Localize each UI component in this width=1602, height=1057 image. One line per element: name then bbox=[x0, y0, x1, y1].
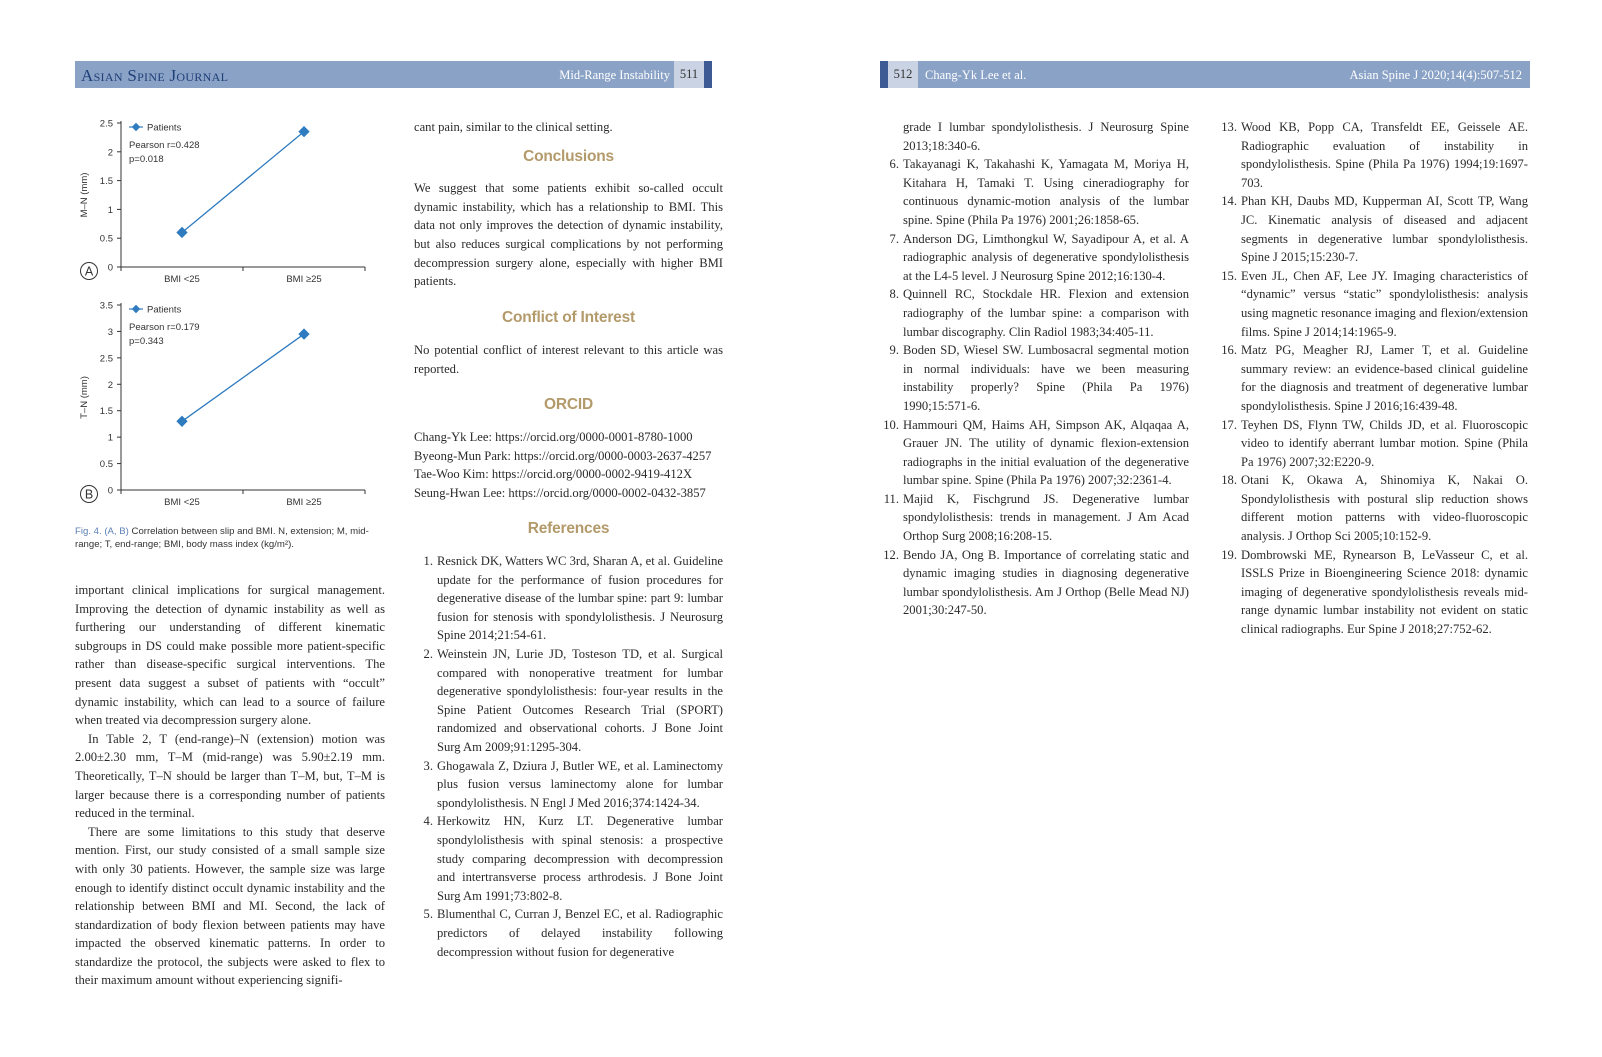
reference-number: 13. bbox=[1221, 120, 1237, 134]
reference-item bbox=[880, 416, 1189, 490]
reference-text: Boden SD, Wiesel SW. Lumbosacral segmental motion in normal individuals: have we been measuring instability properly? Spine (Phila Pa 1976) 1990;15:571-6. bbox=[903, 343, 1189, 413]
reference-item bbox=[1218, 192, 1528, 266]
correlation-annotation: p=0.343 bbox=[129, 336, 164, 347]
reference-list bbox=[1218, 118, 1528, 639]
legend-marker bbox=[132, 123, 140, 131]
y-tick-label: 1 bbox=[107, 204, 113, 216]
reference-number: 12. bbox=[883, 547, 899, 562]
reference-text: Even JL, Chen AF, Lee JY. Imaging characteristics of “dynamic” versus “static” spondylolisthesis: analysis using magnetic resonance imaging and flexion/extension films. Spine J 2014;14:1965-9. bbox=[1241, 268, 1528, 339]
reference-number: 9. bbox=[889, 343, 899, 358]
reference-item bbox=[880, 285, 1189, 341]
reference-number: 3. bbox=[423, 758, 433, 773]
y-tick-label: 0 bbox=[107, 262, 113, 274]
reference-item bbox=[1218, 416, 1528, 472]
reference-number: 17. bbox=[1221, 417, 1237, 432]
conflict-of-interest-text: No potential conflict of interest relevant to this article was reported. bbox=[414, 343, 723, 376]
reference-item bbox=[1218, 471, 1528, 545]
correlation-annotation: Pearson r=0.179 bbox=[129, 322, 200, 333]
reference-text: Blumenthal C, Curran J, Benzel EC, et al. Radiographic predictors of delayed instability following decompression without fusion for degenerative bbox=[437, 907, 723, 959]
reference-number: 16. bbox=[1221, 343, 1237, 358]
reference-item bbox=[880, 118, 1189, 155]
reference-text: Resnick DK, Watters WC 3rd, Sharan A, et al. Guideline update for the performance of fusion procedures for degenerative disease of the lumbar spine: part 9: lumbar fusion for stenosis with spondylolisthesis. J Neurosurg Spine 2014;21:54-61. bbox=[437, 554, 723, 643]
figure-4-charts bbox=[75, 115, 395, 523]
reference-text: Bendo JA, Ong B. Importance of correlating static and dynamic imaging studies in diagnosing degenerative lumbar spondylolisthesis. Am J Orthop (Belle Mead NJ) 2001;30:247-50. bbox=[903, 547, 1189, 618]
panel-label: A bbox=[84, 264, 94, 279]
reference-text: Takayanagi K, Takahashi K, Yamagata M, Moriya H, Kitahara H, Tamaki T. Using cineradiography for continuous dynamic-motion analysis of the lumbar spine. Spine (Phila Pa 1976) 2001;26:1858-65. bbox=[903, 157, 1189, 227]
reference-text: Herkowitz HN, Kurz LT. Degenerative lumbar spondylolisthesis with spinal stenosis: a prospective study comparing decompression with decompression and intertransverse process arthrodesis. J Bone Joint Surg Am 1991;73:802-8. bbox=[437, 814, 723, 903]
reference-item bbox=[414, 905, 723, 961]
header-accent-left bbox=[704, 61, 712, 88]
reference-item bbox=[414, 552, 723, 645]
orcid-entry: Tae-Woo Kim: https://orcid.org/0000-0002-9419-412X bbox=[414, 467, 693, 482]
x-tick-label: BMI <25 bbox=[164, 497, 200, 508]
conclusions-text: We suggest that some patients exhibit so-called occult dynamic instability, which has a relationship to BMI. This data not only improves the detection of dynamic instability, but also reduces surgical complications by not performing decompression surgery alone, especially with higher BMI patients. bbox=[414, 181, 723, 289]
journal-name: Asian Spine Journal bbox=[81, 66, 229, 85]
journal-citation: Asian Spine J 2020;14(4):507-512 bbox=[1349, 68, 1522, 82]
reference-item bbox=[880, 230, 1189, 286]
figure-caption bbox=[75, 525, 395, 551]
paragraph: In Table 2, T (end-range)–N (extension) motion was 2.00±2.30 mm, T–M (mid-range) was 5.90±2.19 mm. Theoretically, T–N should be larger than T–M, but, T–M is larger because there is a corresponding number of patients reduced in the terminal. bbox=[75, 731, 385, 821]
reference-text: Otani K, Okawa A, Shinomiya K, Nakai O. Spondylolisthesis with postural slip reduction shows different motion patterns with video-fluoroscopic analysis. J Orthop Sci 2005;10:152-9. bbox=[1241, 473, 1528, 544]
reference-item bbox=[1218, 341, 1528, 415]
orcid-entry: Seung-Hwan Lee: https://orcid.org/0000-0002-0432-3857 bbox=[414, 485, 706, 500]
reference-text: Hammouri QM, Haims AH, Simpson AK, Alqaqaa A, Grauer JN. The utility of dynamic flexion-extension radiographs in the initial evaluation of the degenerative lumbar spine. Spine (Phila Pa 1976) 2007;32:2361-4. bbox=[903, 417, 1189, 488]
x-tick-label: BMI <25 bbox=[164, 274, 200, 285]
y-tick-label: 0.5 bbox=[99, 233, 113, 245]
reference-number: 19. bbox=[1221, 547, 1237, 562]
y-tick-label: 0.5 bbox=[99, 459, 113, 471]
reference-text: Majid K, Fischgrund JS. Degenerative lumbar spondylolisthesis: trends in management. J Am Acad Orthop Surg 2008;16:208-15. bbox=[903, 491, 1189, 544]
legend-label: Patients bbox=[147, 304, 182, 316]
y-tick-label: 2.5 bbox=[99, 118, 113, 130]
reference-list bbox=[414, 552, 723, 961]
conclusions-column bbox=[414, 118, 723, 961]
reference-number: 4. bbox=[423, 814, 433, 829]
orcid-list bbox=[414, 428, 723, 502]
y-axis-label: M–N (mm) bbox=[79, 172, 90, 218]
x-tick-label: BMI ≥25 bbox=[286, 497, 322, 508]
reference-number: 8. bbox=[889, 287, 899, 302]
reference-text: Matz PG, Meagher RJ, Lamer T, et al. Guideline summary review: an evidence-based clinical guideline for the diagnosis and treatment of degenerative lumbar spondylolisthesis. Spine J 2016;16:439-48. bbox=[1241, 343, 1528, 413]
author-running-head: Chang-Yk Lee et al. bbox=[925, 68, 1027, 82]
reference-number: 11. bbox=[883, 491, 899, 506]
reference-item bbox=[880, 155, 1189, 229]
reference-item bbox=[880, 546, 1189, 620]
reference-number: 15. bbox=[1221, 268, 1237, 283]
references-column-3 bbox=[880, 118, 1189, 620]
reference-number: 7. bbox=[889, 231, 899, 246]
reference-text: Phan KH, Daubs MD, Kupperman AI, Scott TP, Wang JC. Kinematic analysis of diseased and adjacent segments in degenerative lumbar spondylolisthesis. Spine J 2015;15:230-7. bbox=[1241, 194, 1528, 265]
paragraph-continuation: cant pain, similar to the clinical setting. bbox=[414, 120, 613, 134]
data-point bbox=[298, 328, 309, 339]
reference-text: Weinstein JN, Lurie JD, Tosteson TD, et al. Surgical compared with nonoperative treatment for lumbar degenerative spondylolisthesis: four-year results in the Spine Patient Outcomes Research Trial (SPORT) randomized and observational cohorts. J Bone Joint Surg Am 2009;91:1295-304. bbox=[437, 647, 723, 755]
header-accent-right bbox=[880, 61, 888, 88]
reference-number: 18. bbox=[1221, 473, 1237, 488]
y-tick-label: 1.5 bbox=[99, 176, 113, 188]
y-tick-label: 2.5 bbox=[99, 353, 113, 365]
page-number-left: 511 bbox=[674, 61, 704, 88]
y-axis-label: T–N (mm) bbox=[79, 376, 90, 419]
figure-caption-label: Fig. 4. (A, B) bbox=[75, 526, 129, 537]
left-header-band bbox=[75, 61, 712, 88]
reference-item bbox=[880, 341, 1189, 415]
reference-item bbox=[1218, 118, 1528, 192]
reference-text: Ghogawala Z, Dziura J, Butler WE, et al. Laminectomy plus fusion versus laminectomy alone for lumbar spondylolisthesis. N Engl J Med 2016;374:1424-34. bbox=[437, 758, 723, 810]
conclusions-heading: Conclusions bbox=[523, 147, 614, 165]
reference-text: Anderson DG, Limthongkul W, Sayadipour A, et al. A radiographic analysis of degenerative spondylolisthesis at the L4-5 level. J Neurosurg Spine 2012;16:130-4. bbox=[903, 231, 1189, 283]
correlation-annotation: p=0.018 bbox=[129, 154, 164, 165]
discussion-column bbox=[75, 581, 385, 990]
conflict-of-interest-heading: Conflict of Interest bbox=[502, 308, 635, 326]
orcid-heading: ORCID bbox=[544, 395, 593, 413]
correlation-annotation: Pearson r=0.428 bbox=[129, 140, 200, 151]
reference-number: 2. bbox=[423, 647, 433, 662]
reference-text: Wood KB, Popp CA, Transfeldt EE, Geissele AE. Radiographic evaluation of instability in spondylolisthesis. Spine (Phila Pa 1976) 1994;19:1697-703. bbox=[1241, 120, 1528, 190]
panel-label: B bbox=[84, 487, 94, 502]
y-tick-label: 2 bbox=[107, 379, 113, 391]
reference-item bbox=[414, 757, 723, 813]
y-tick-label: 0 bbox=[107, 485, 113, 497]
paragraph: There are some limitations to this study that deserve mention. First, our study consisted of a small sample size with only 30 patients. However, the sample size was large enough to identify distinct occult dynamic instability and the relationship between BMI and MI. Second, the lack of standardization of body flexion between patients may have impacted the observed kinematic patterns. In order to standardize the protocol, the subjects were asked to flex to their maximum amount without experiencing signifi- bbox=[75, 824, 385, 988]
series-line-patients bbox=[182, 334, 304, 421]
legend-label: Patients bbox=[147, 122, 182, 134]
data-point bbox=[176, 416, 187, 427]
reference-list bbox=[880, 118, 1189, 620]
figure-caption-text: Correlation between slip and BMI. N, extension; M, mid-range; T, end-range; BMI, body mass index (kg/m²). bbox=[75, 526, 369, 550]
page-number-right: 512 bbox=[888, 61, 918, 88]
references-column-4 bbox=[1218, 118, 1528, 639]
reference-number: 6. bbox=[889, 157, 899, 172]
reference-text: grade I lumbar spondylolisthesis. J Neurosurg Spine 2013;18:340-6. bbox=[903, 120, 1189, 153]
x-tick-label: BMI ≥25 bbox=[286, 274, 322, 285]
legend-marker bbox=[132, 305, 140, 313]
y-tick-label: 3.5 bbox=[99, 300, 113, 312]
reference-text: Teyhen DS, Flynn TW, Childs JD, et al. Fluoroscopic video to identify aberrant lumbar motion. Spine (Phila Pa 1976) 2007;32:E220-9. bbox=[1241, 417, 1528, 469]
reference-item bbox=[1218, 267, 1528, 341]
reference-text: Quinnell RC, Stockdale HR. Flexion and extension radiography of the lumbar spine: a comparison with lumbar discography. Clin Radiol 1983;34:405-11. bbox=[903, 287, 1189, 339]
paragraph: important clinical implications for surgical management. Improving the detection of dynamic instability as well as furthering our understanding of different kinematic subgroups in DS could make possible more patient-specific rather than disease-specific surgical interventions. The present data suggest a subset of patients with “occult” dynamic instability, which can lead to a source of failure when treated via decompression surgery alone. bbox=[75, 583, 385, 728]
y-tick-label: 3 bbox=[107, 326, 113, 338]
y-tick-label: 2 bbox=[107, 147, 113, 159]
running-title: Mid-Range Instability bbox=[559, 68, 670, 82]
y-tick-label: 1.5 bbox=[99, 406, 113, 418]
reference-item bbox=[414, 645, 723, 757]
reference-item bbox=[414, 812, 723, 905]
right-header-band bbox=[880, 61, 1530, 88]
orcid-entry: Chang-Yk Lee: https://orcid.org/0000-0001-8780-1000 bbox=[414, 430, 693, 445]
reference-item bbox=[880, 490, 1189, 546]
orcid-entry: Byeong-Mun Park: https://orcid.org/0000-0003-2637-4257 bbox=[414, 448, 712, 463]
reference-number: 1. bbox=[423, 554, 433, 569]
reference-number: 5. bbox=[423, 907, 433, 922]
reference-number: 10. bbox=[883, 417, 899, 432]
reference-item bbox=[1218, 546, 1528, 639]
y-tick-label: 1 bbox=[107, 432, 113, 444]
reference-text: Dombrowski ME, Rynearson B, LeVasseur C, et al. ISSLS Prize in Bioengineering Science 2018: dynamic imaging of degenerative spondylolisthesis reveals mid-range dynamic lumbar instability not evident on static clinical radiographs. Eur Spine J 2018;27:752-62. bbox=[1241, 547, 1528, 637]
series-line-patients bbox=[182, 132, 304, 233]
references-heading: References bbox=[527, 519, 610, 537]
reference-number: 14. bbox=[1221, 194, 1237, 209]
